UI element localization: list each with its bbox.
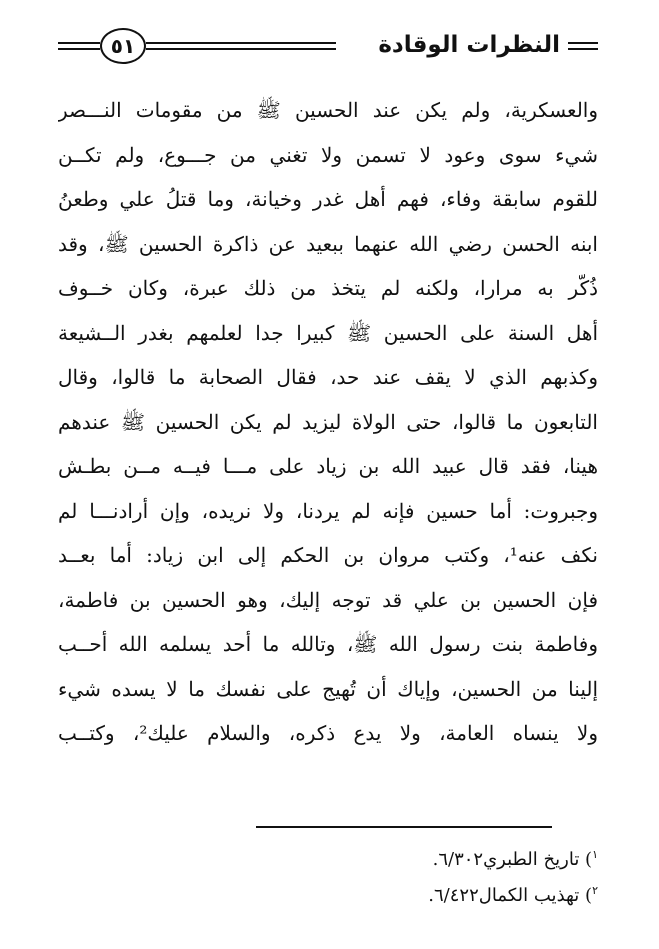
body-line: وفاطمة بنت رسول الله ﷺ، وتالله ما أحد يسلمه الله أحــب [58, 632, 598, 656]
footnote-mark: ٢ [592, 884, 598, 897]
footnote-text: ) تاريخ الطبري٦/٣٠٢. [432, 849, 593, 870]
header-right-rule [568, 42, 598, 50]
header-left-rule [58, 42, 100, 50]
body-line: أهل السنة على الحسين ﷺ كبيرا جدا لعلمهم بغدر الــشيعة [58, 320, 598, 345]
page-header [58, 26, 598, 74]
running-title: النظرات الوقادة [378, 32, 560, 58]
body-line: والعسكرية، ولم يكن عند الحسين ﷺ من مقومات النـــصر [58, 98, 598, 122]
body-line: شيء سوى وعود لا تسمن ولا تغني من جـــوع، ولم تكــن [58, 142, 598, 167]
body-line: فإن الحسين بن علي قد توجه إليك، وهو الحسين بن فاطمة، [58, 587, 598, 612]
footnote-item [58, 878, 598, 914]
footnote-item [58, 842, 598, 878]
page-number-badge [100, 28, 146, 64]
body-line: نكف عنه¹، وكتب مروان بن الحكم إلى ابن زياد: أما بعــد [58, 543, 598, 567]
body-text [58, 88, 598, 756]
body-line: ابنه الحسن رضي الله عنهما ببعيد عن ذاكرة الحسين ﷺ، وقد [58, 231, 598, 256]
body-line: ذُكّر به مرارا، ولكنه لم يتخذ من ذلك عبرة، وكان خــوف [58, 276, 598, 300]
footnotes [58, 842, 598, 914]
page-number: ٥١ [110, 34, 136, 58]
footnote-mark: ١ [592, 848, 598, 861]
body-line: وكذبهم الذي لا يقف عند حد، فقال الصحابة ما قالوا، وقال [58, 365, 598, 389]
body-line: إلينا من الحسين، وإياك أن تُهيج على نفسك ما لا يسده شيء [58, 676, 598, 701]
body-line: ولا ينساه العامة، ولا يدع ذكره، والسلام عليك²، وكتــب [58, 721, 598, 745]
header-middle-rule [146, 42, 336, 50]
footnote-text: ) تهذيب الكمال٦/٤٢٢. [428, 885, 593, 906]
body-line: للقوم سابقة وفاء، فهم أهل غدر وخيانة، وما قتلُ علي وطعنُ [58, 187, 598, 211]
body-line: هينا، فقد قال عبيد الله بن زياد على مـــا فيــه مــن بطـش [58, 454, 598, 478]
body-line: التابعون ما قالوا، حتى الولاة ليزيد لم يكن الحسين ﷺ عندهم [58, 409, 598, 434]
body-line: وجبروت: أما حسين فإنه لم يردنا، ولا نريده، وإن أرادنـــا لم [58, 498, 598, 523]
footnote-separator [256, 826, 552, 828]
